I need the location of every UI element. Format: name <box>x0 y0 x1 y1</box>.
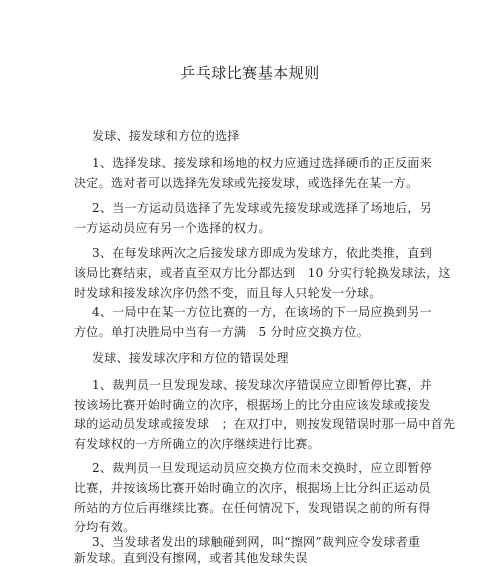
paragraph-line: 1、选择发球、接发球和场地的权力应通过选择硬币的正反面来 <box>92 156 433 170</box>
paragraph-line: 新发球。直到没有擦网，或者其他发球失误 <box>74 551 308 565</box>
paragraph-line: 决定。选对者可以选择先发球或先接发球，或选择先在某一方。 <box>74 176 419 190</box>
paragraph-line: 比赛，并按该场比赛开始时确立的次序，根据场上比分纠正运动员 <box>74 481 431 495</box>
paragraph-line: 分均有效。 <box>74 520 136 534</box>
section-heading-error-handling: 发球、接发球次序和方位的错误处理 <box>92 351 289 365</box>
paragraph-line: 时发球和接发球次序仍然不变，而且每人只轮发一分球。 <box>74 286 382 300</box>
paragraph-line: 2、裁判员一旦发现运动员应交换方位而未交换时，应立即暂停 <box>92 461 433 475</box>
section-heading-serve-selection: 发球、接发球和方位的选择 <box>92 129 240 143</box>
paragraph-line: 球的运动员发球或接发球 ；在双打中，则按发现错误时那一局中首先 <box>74 417 456 431</box>
paragraph-line: 2、当一方运动员选择了先发球或先接发球或选择了场地后，另 <box>92 201 433 215</box>
paragraph-line: 1、裁判员一旦发现发球、接发球次序错误应立即暂停比赛，并 <box>92 378 433 392</box>
paragraph-line: 一方运动员应有另一个选择的权力。 <box>74 221 271 235</box>
paragraph-line: 所站的方位后再继续比赛。在任何情况下，发现错误之前的所有得 <box>74 501 431 515</box>
document-title: 乒乓球比赛基本规则 <box>180 64 320 82</box>
paragraph-line: 方位。单打决胜局中当有一方满 5 分时应交换方位。 <box>74 325 369 339</box>
paragraph-line: 按该场比赛开始时确立的次序，根据场上的比分由应该发球或接发 <box>74 398 431 412</box>
paragraph-line: 3、当发球者发出的球触碰到网，叫“擦网”裁判应令发球者重 <box>92 535 421 549</box>
paragraph-line: 4、一局中在某一方位比赛的一方，在该场的下一局应换到另一 <box>92 305 433 319</box>
paragraph-line: 3、在每发球两次之后接发球方即成为发球方，依此类推，直到 <box>92 246 433 260</box>
paragraph-line: 有发球权的一方所确立的次序继续进行比赛。 <box>74 437 321 451</box>
paragraph-line: 该局比赛结束，或者直至双方比分都达到 10 分实行轮换发球法，这 <box>74 266 451 280</box>
